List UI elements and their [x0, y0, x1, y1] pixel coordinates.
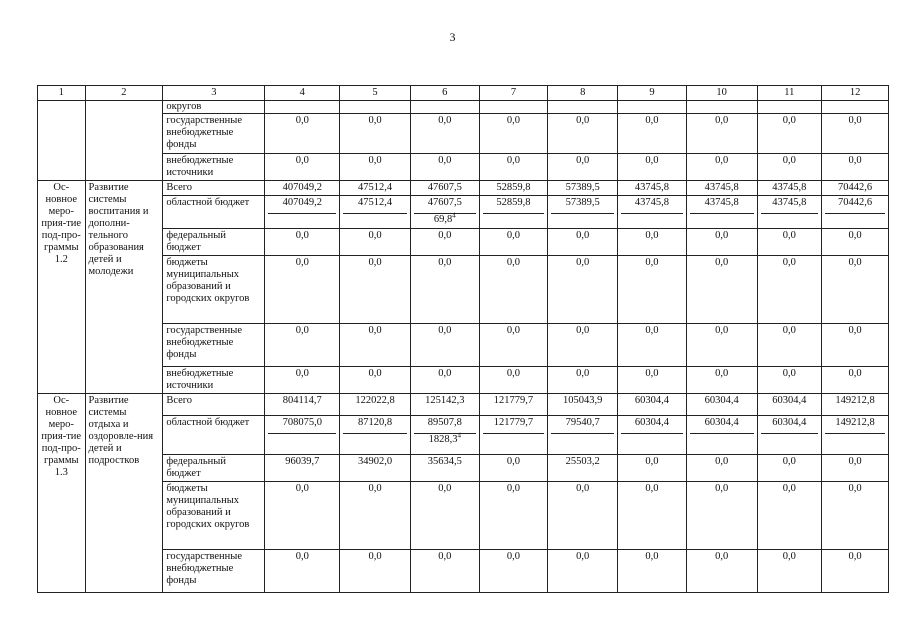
value-cell — [686, 416, 757, 455]
value-cell — [548, 196, 618, 228]
value-cell: 0,0 — [686, 153, 757, 180]
value-text: 0,0 — [576, 257, 590, 269]
table-row — [38, 228, 889, 255]
value-text: 60304,4 — [704, 417, 739, 429]
value-cell — [265, 256, 340, 324]
value-text: 0,0 — [295, 229, 309, 241]
value-text: 0,0 — [782, 367, 796, 379]
value-text: 407049,2 — [282, 197, 322, 209]
row-label: государственные внебюджетные фонды — [163, 324, 265, 367]
table-row — [38, 101, 889, 114]
value-cell: 0,0 — [479, 153, 548, 180]
value-text: 0,0 — [295, 551, 309, 563]
measure-description: Развитие системы воспитания и дополни-тельного образования детей и молодежи — [85, 181, 163, 394]
value-cell: 0,0 — [340, 114, 411, 154]
value-cell: 0,0 — [479, 114, 548, 154]
value-text: 0,0 — [368, 325, 382, 337]
value-cell: 0,0 — [265, 114, 340, 154]
value-cell — [757, 196, 822, 228]
extra-value — [414, 433, 476, 446]
value-cell — [757, 324, 822, 367]
value-cell — [822, 416, 889, 455]
value-text: 34902,0 — [357, 456, 393, 468]
value-cell — [410, 256, 479, 324]
value-cell — [686, 181, 757, 196]
value-cell — [686, 482, 757, 550]
value-text: 0,0 — [715, 325, 729, 337]
value-text: 0,0 — [782, 483, 796, 495]
value-cell — [757, 416, 822, 455]
value-cell — [265, 482, 340, 550]
row-label: бюджеты муниципальных образований и городских округов — [163, 256, 265, 324]
table-row — [38, 394, 889, 416]
value-text: 0,0 — [848, 551, 862, 563]
row-label: внебюджетные источники — [163, 366, 265, 393]
value-cell — [265, 455, 340, 482]
row-label: Всего — [163, 394, 265, 416]
value-text: 43745,8 — [704, 197, 739, 209]
value-cell — [340, 228, 411, 255]
value-cell — [618, 228, 687, 255]
value-cell — [340, 324, 411, 367]
value-text: 0,0 — [368, 257, 382, 269]
value-cell — [548, 455, 618, 482]
value-text: 0,0 — [645, 456, 659, 468]
value-text: 0,0 — [715, 257, 729, 269]
value-cell — [757, 455, 822, 482]
value-cell — [479, 324, 548, 367]
footnote-mark: 4 — [452, 211, 456, 220]
value-text: 0,0 — [645, 325, 659, 337]
value-cell — [757, 366, 822, 393]
value-text: 0,0 — [782, 551, 796, 563]
row-label: округов — [163, 101, 265, 114]
value-cell — [548, 482, 618, 550]
value-cell — [822, 455, 889, 482]
value-cell — [822, 228, 889, 255]
cell-empty — [822, 101, 889, 114]
value-text: 0,0 — [368, 229, 382, 241]
value-cell: 0,0 — [548, 114, 618, 154]
value-text: 35634,5 — [427, 456, 462, 468]
value-cell — [265, 324, 340, 367]
value-cell — [686, 228, 757, 255]
value-cell — [410, 455, 479, 482]
value-cell: 0,0 — [548, 153, 618, 180]
value-cell — [548, 550, 618, 593]
value-cell — [822, 394, 889, 416]
value-cell — [340, 256, 411, 324]
value-text: 0,0 — [506, 483, 521, 495]
value-cell — [410, 394, 479, 416]
value-text: 0,0 — [782, 257, 796, 269]
value-text: 0,0 — [295, 483, 309, 495]
value-cell — [548, 181, 618, 196]
value-text: 52859,8 — [496, 197, 531, 209]
header-row — [38, 86, 889, 101]
value-text: 0,0 — [438, 325, 452, 337]
row-label: областной бюджет — [163, 196, 265, 228]
value-cell — [479, 455, 548, 482]
value-cell — [479, 196, 548, 228]
extra-value-text: 1828,3 — [428, 434, 458, 446]
value-text: 105043,9 — [563, 395, 603, 407]
value-text: 0,0 — [576, 325, 590, 337]
value-cell — [822, 482, 889, 550]
value-cell — [410, 550, 479, 593]
value-text: 0,0 — [576, 483, 590, 495]
measure-name: Ос-новное меро-прия-тие под-про-граммы 1.3 — [38, 394, 86, 593]
column-header: 5 — [340, 86, 411, 101]
value-text: 0,0 — [715, 456, 729, 468]
value-cell: 0,0 — [618, 153, 687, 180]
value-cell: 0,0 — [686, 114, 757, 154]
value-text: 87120,8 — [357, 417, 393, 429]
value-text: 43745,8 — [772, 197, 807, 209]
value-cell — [548, 228, 618, 255]
table-row — [38, 482, 889, 550]
value-cell — [265, 228, 340, 255]
column-header: 9 — [618, 86, 687, 101]
value-cell — [479, 181, 548, 196]
table-row — [38, 366, 889, 393]
value-cell — [618, 394, 687, 416]
value-text: 0,0 — [506, 367, 521, 379]
value-text: 708075,0 — [282, 417, 322, 429]
value-text: 79540,7 — [565, 417, 600, 429]
value-text: 52859,8 — [496, 182, 531, 194]
row-label: Всего — [163, 181, 265, 196]
cell-empty — [265, 101, 340, 114]
value-cell — [410, 324, 479, 367]
extra-value — [414, 213, 476, 226]
value-cell — [548, 256, 618, 324]
cell-empty — [548, 101, 618, 114]
value-text: 122022,8 — [355, 395, 395, 407]
value-text: 0,0 — [645, 257, 659, 269]
table-row — [38, 153, 889, 180]
value-cell — [340, 455, 411, 482]
value-text: 70442,6 — [838, 197, 873, 209]
value-cell — [822, 324, 889, 367]
value-text: 0,0 — [645, 367, 659, 379]
value-cell: 0,0 — [410, 114, 479, 154]
value-text: 0,0 — [645, 229, 659, 241]
column-header: 6 — [410, 86, 479, 101]
value-text: 0,0 — [782, 229, 796, 241]
value-text: 0,0 — [368, 483, 382, 495]
column-header: 12 — [822, 86, 889, 101]
column-header: 3 — [163, 86, 265, 101]
row-label: областной бюджет — [163, 416, 265, 455]
value-cell — [410, 366, 479, 393]
table-row — [38, 550, 889, 593]
value-cell — [757, 550, 822, 593]
row-label: федеральный бюджет — [163, 228, 265, 255]
page-number: 3 — [449, 30, 456, 44]
value-text: 0,0 — [295, 257, 309, 269]
cell-empty — [85, 101, 163, 181]
value-cell — [340, 550, 411, 593]
value-text: 47607,5 — [427, 197, 462, 209]
column-header: 7 — [479, 86, 548, 101]
value-cell — [479, 366, 548, 393]
value-text: 0,0 — [438, 483, 452, 495]
value-cell — [618, 416, 687, 455]
value-text: 0,0 — [848, 367, 862, 379]
value-cell — [479, 550, 548, 593]
value-text: 60304,4 — [704, 395, 739, 407]
value-cell — [340, 366, 411, 393]
value-cell — [410, 228, 479, 255]
value-text: 0,0 — [576, 551, 590, 563]
column-header: 1 — [38, 86, 86, 101]
value-cell — [618, 366, 687, 393]
value-cell — [757, 482, 822, 550]
value-cell — [757, 256, 822, 324]
column-header: 10 — [686, 86, 757, 101]
value-cell — [340, 181, 411, 196]
value-text: 0,0 — [715, 483, 729, 495]
value-text: 0,0 — [506, 551, 521, 563]
cell-empty — [757, 101, 822, 114]
value-text: 0,0 — [848, 456, 862, 468]
value-text: 47607,5 — [427, 182, 462, 194]
row-label: бюджеты муниципальных образований и городских округов — [163, 482, 265, 550]
table-row — [38, 416, 889, 455]
value-text: 0,0 — [576, 229, 590, 241]
value-text: 0,0 — [645, 483, 659, 495]
measure-description: Развитие системы отдыха и оздоровле-ния детей и подростков — [85, 394, 163, 593]
footnote-mark: 4 — [457, 431, 461, 440]
value-cell: 0,0 — [822, 153, 889, 180]
value-cell — [686, 324, 757, 367]
value-cell — [340, 416, 411, 455]
value-text: 0,0 — [438, 551, 452, 563]
value-text: 89507,8 — [427, 417, 462, 429]
value-cell — [410, 482, 479, 550]
row-label: внебюджетные источники — [163, 153, 265, 180]
extra-value-text: 69,8 — [433, 214, 453, 226]
value-cell — [548, 416, 618, 455]
value-text: 57389,5 — [565, 197, 600, 209]
value-text: 0,0 — [506, 229, 521, 241]
value-cell: 0,0 — [618, 114, 687, 154]
value-cell — [410, 416, 479, 455]
value-cell — [479, 394, 548, 416]
value-text: 0,0 — [368, 367, 382, 379]
value-cell: 0,0 — [757, 114, 822, 154]
column-header: 11 — [757, 86, 822, 101]
value-cell — [686, 196, 757, 228]
value-cell — [686, 366, 757, 393]
value-cell — [618, 324, 687, 367]
value-cell — [822, 256, 889, 324]
value-cell — [410, 196, 479, 228]
value-cell — [822, 366, 889, 393]
cell-empty — [618, 101, 687, 114]
value-cell — [265, 394, 340, 416]
value-cell: 0,0 — [340, 153, 411, 180]
cell-empty — [340, 101, 411, 114]
value-text: 121779,7 — [493, 395, 534, 407]
value-cell — [548, 394, 618, 416]
value-text: 0,0 — [438, 229, 452, 241]
value-text: 43745,8 — [634, 182, 669, 194]
value-text: 804114,7 — [282, 395, 322, 407]
cell-empty — [479, 101, 548, 114]
value-text: 0,0 — [848, 325, 862, 337]
value-cell — [757, 228, 822, 255]
value-cell — [686, 550, 757, 593]
row-label: государственные внебюджетные фонды — [163, 550, 265, 593]
value-text: 0,0 — [715, 367, 729, 379]
value-text: 0,0 — [506, 325, 521, 337]
row-label: государственные внебюджетные фонды — [163, 114, 265, 154]
value-cell — [479, 228, 548, 255]
row-label: федеральный бюджет — [163, 455, 265, 482]
table-row — [38, 256, 889, 324]
value-cell — [340, 394, 411, 416]
value-cell — [822, 196, 889, 228]
table-row — [38, 181, 889, 196]
value-text: 96039,7 — [285, 456, 320, 468]
value-cell — [340, 196, 411, 228]
column-header: 8 — [548, 86, 618, 101]
value-text: 0,0 — [576, 367, 590, 379]
value-cell — [822, 181, 889, 196]
budget-table — [37, 85, 889, 593]
value-cell — [618, 196, 687, 228]
cell-empty — [410, 101, 479, 114]
value-text: 60304,4 — [634, 417, 669, 429]
value-text: 60304,4 — [772, 417, 807, 429]
table-row — [38, 196, 889, 228]
value-text: 125142,3 — [425, 395, 465, 407]
value-text: 149212,8 — [835, 395, 875, 407]
value-text: 0,0 — [782, 325, 796, 337]
value-text: 0,0 — [715, 229, 729, 241]
value-text: 0,0 — [438, 367, 452, 379]
value-text: 60304,4 — [634, 395, 669, 407]
value-cell — [686, 394, 757, 416]
value-text: 0,0 — [506, 456, 521, 468]
value-cell — [686, 455, 757, 482]
value-cell — [265, 366, 340, 393]
value-text: 0,0 — [848, 229, 862, 241]
value-cell — [340, 482, 411, 550]
measure-name: Ос-новное меро-прия-тие под-про-граммы 1.2 — [38, 181, 86, 394]
value-text: 0,0 — [295, 325, 309, 337]
value-cell: 0,0 — [757, 153, 822, 180]
value-cell — [265, 550, 340, 593]
value-text: 0,0 — [715, 551, 729, 563]
table-row — [38, 114, 889, 154]
value-cell — [618, 482, 687, 550]
value-cell — [265, 416, 340, 455]
value-text: 0,0 — [368, 551, 382, 563]
value-text: 47512,4 — [357, 182, 393, 194]
value-text: 57389,5 — [565, 182, 600, 194]
value-text: 43745,8 — [704, 182, 739, 194]
cell-empty — [38, 101, 86, 181]
value-cell — [822, 550, 889, 593]
value-text: 0,0 — [782, 456, 796, 468]
value-text: 43745,8 — [634, 197, 669, 209]
value-text: 70442,6 — [838, 182, 873, 194]
value-text: 47512,4 — [357, 197, 393, 209]
value-cell — [265, 181, 340, 196]
value-cell — [410, 181, 479, 196]
value-cell — [757, 394, 822, 416]
value-text: 0,0 — [848, 257, 862, 269]
value-cell — [479, 482, 548, 550]
value-cell — [479, 416, 548, 455]
value-cell: 0,0 — [410, 153, 479, 180]
value-cell — [479, 256, 548, 324]
value-cell — [618, 256, 687, 324]
value-text: 43745,8 — [772, 182, 807, 194]
value-text: 0,0 — [645, 551, 659, 563]
value-text: 149212,8 — [835, 417, 875, 429]
value-text: 0,0 — [506, 257, 521, 269]
value-cell — [548, 324, 618, 367]
value-cell — [618, 181, 687, 196]
value-cell — [618, 550, 687, 593]
value-cell — [265, 196, 340, 228]
value-text: 0,0 — [848, 483, 862, 495]
value-text: 60304,4 — [772, 395, 807, 407]
value-cell — [548, 366, 618, 393]
value-cell: 0,0 — [265, 153, 340, 180]
value-text: 0,0 — [438, 257, 452, 269]
value-cell — [757, 181, 822, 196]
table-row — [38, 455, 889, 482]
value-cell: 0,0 — [822, 114, 889, 154]
cell-empty — [686, 101, 757, 114]
column-header: 4 — [265, 86, 340, 101]
value-text: 407049,2 — [282, 182, 322, 194]
value-text: 121779,7 — [493, 417, 534, 429]
table-row — [38, 324, 889, 367]
value-text: 0,0 — [295, 367, 309, 379]
value-cell — [686, 256, 757, 324]
value-cell — [618, 455, 687, 482]
column-header: 2 — [85, 86, 163, 101]
value-text: 25503,2 — [565, 456, 600, 468]
